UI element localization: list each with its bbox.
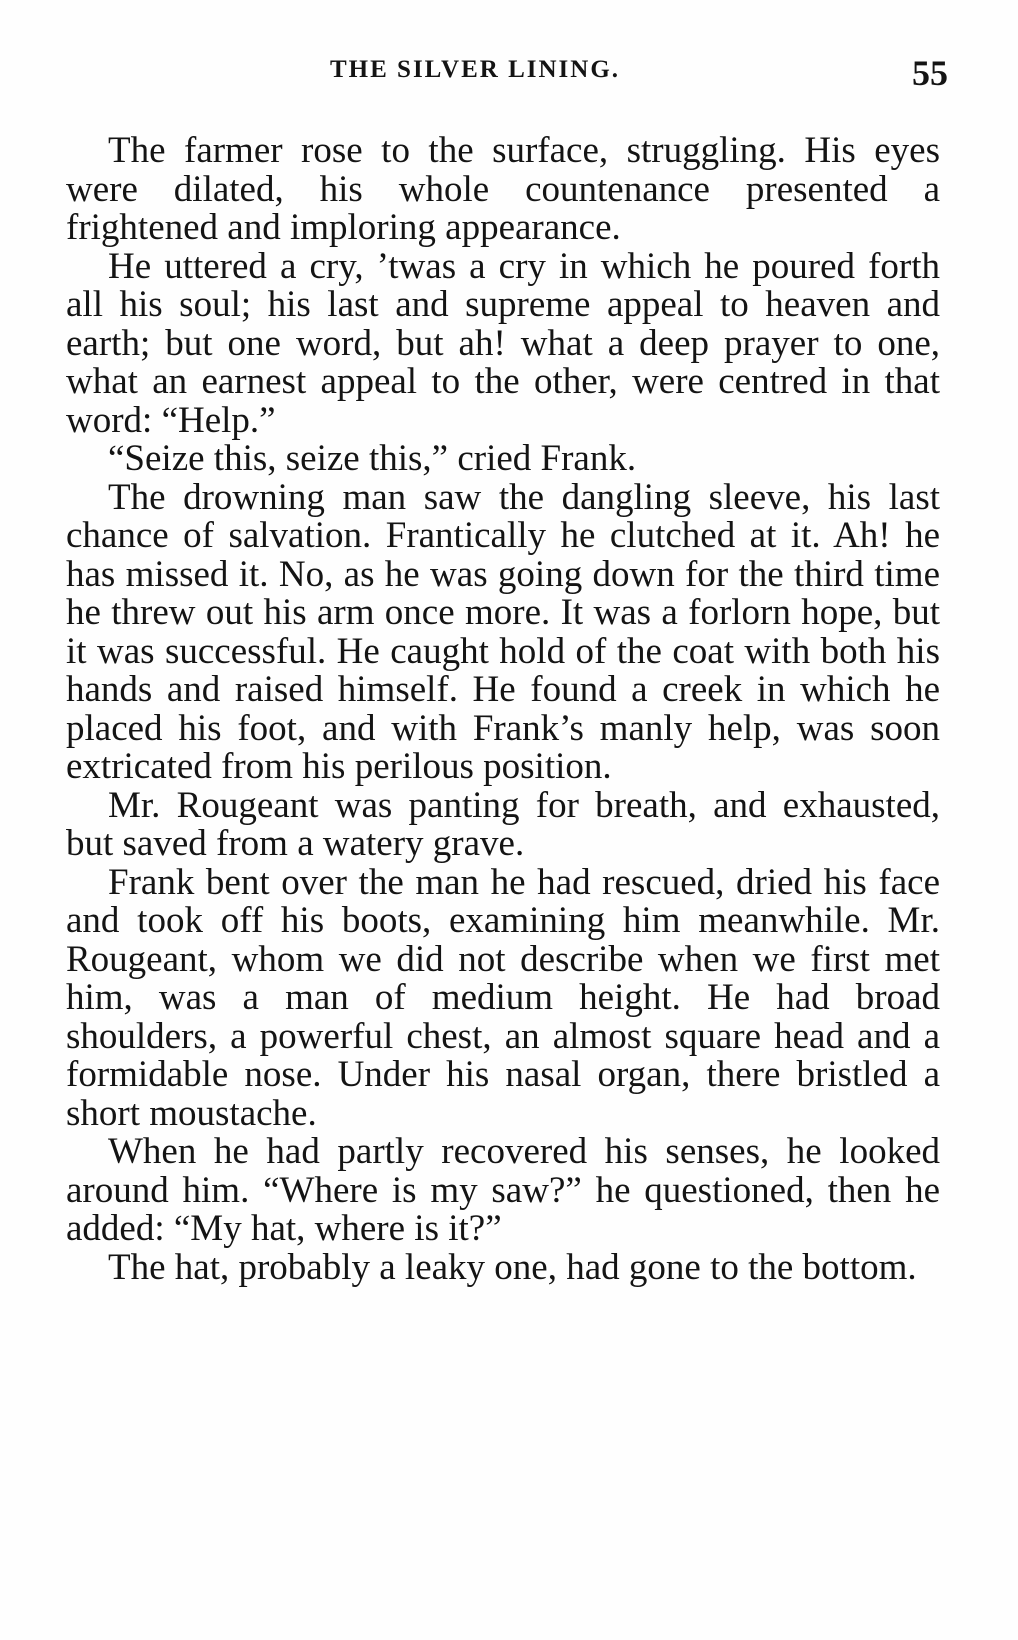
paragraph-1: The farmer rose to the surface, struggling. His eyes were dilated, his whole countenance presented a frightened and imploring appearance. [66,130,940,248]
body-text [66,132,940,1287]
paragraph-3: “Seize this, seize this,” cried Frank. [108,438,637,479]
page-number: 55 [912,53,948,93]
paragraph-2: He uttered a cry, ’twas a cry in which he poured forth all his soul; his last and supreme appeal to heaven and earth; but one word, but ah! what a deep prayer to one, what an earnest appeal to the other, were centred in that word: “Help.” [66,245,940,441]
paragraph-8: The hat, probably a leaky one, had gone to the bottom. [108,1246,917,1288]
paragraph-5: Mr. Rougeant was panting for breath, and exhausted, but saved from a watery grave. [66,784,940,864]
paragraph-4: The drowning man saw the dangling sleeve, his last chance of salvation. Frantically he clutched at it. Ah! he has missed it. No, as he was going down for the third time he threw out his arm once more. It was a forlorn hope, but it was successful. He caught hold of the coat with both his hands and raised himself. He found a creek in which he placed his foot, and with Frank’s manly help, was soon extricated from his perilous position. [66,476,940,787]
paragraph-6: Frank bent over the man he had rescued, dried his face and took off his boots, examining him meanwhile. Mr. Rougeant, whom we did not describe when we first met him, was a man of medium height. He had broad shoulders, a powerful chest, an almost square head and a formidable nose. Under his nasal organ, there bristled a short moustache. [66,861,940,1134]
running-title: THE SILVER LINING. [330,56,621,83]
paragraph-7: When he had partly recovered his senses, he looked around him. “Where is my saw?” he questioned, then he added: “My hat, where is it?” [66,1131,940,1249]
page-header [68,53,948,96]
